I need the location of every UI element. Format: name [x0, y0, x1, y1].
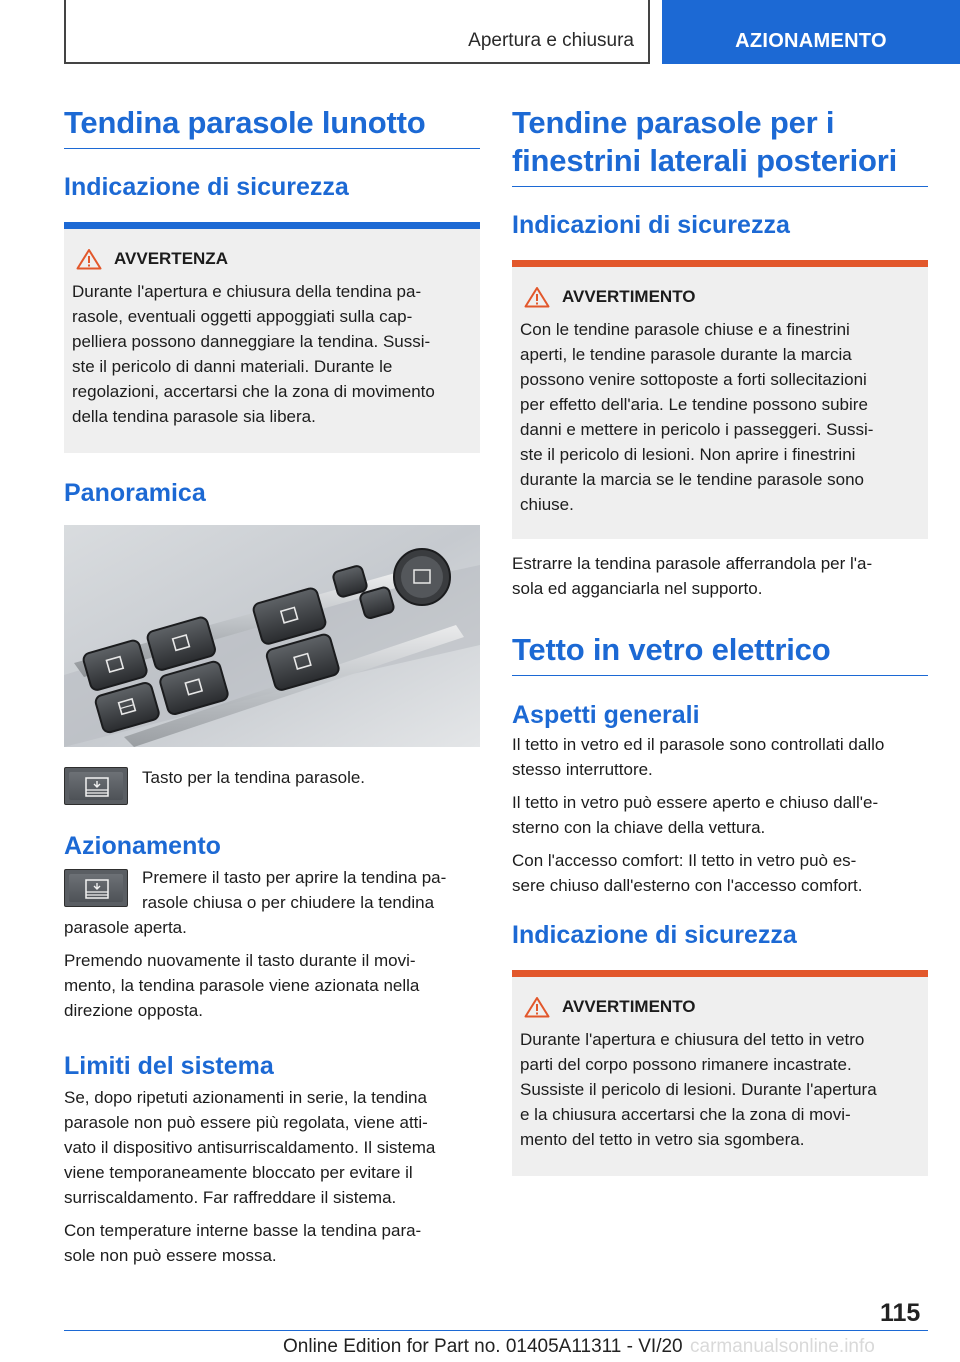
warning-line: ste il pericolo di lesioni. Non aprire i finestrini [520, 445, 856, 464]
warning-title [520, 995, 920, 1019]
right-column [512, 104, 928, 1176]
paragraph-line: mento, la tendina parasole viene azionata nella [64, 976, 420, 995]
paragraph-line: sere chiuso dall'esterno con l'accesso comfort. [512, 876, 863, 895]
safety-heading: Indicazione di sicurezza [64, 173, 349, 201]
button-caption: Tasto per la tendina parasole. [142, 768, 366, 787]
operation-line: Premere il tasto per aprire la tendina pa- [142, 868, 447, 887]
left-column [64, 104, 480, 1268]
paragraph-line: stesso interruttore. [512, 760, 653, 779]
limits-paragraph-1 [64, 1085, 480, 1210]
operation-heading: Azionamento [64, 832, 221, 860]
section-heading-rear-sunblind: Tendina parasole lunotto [64, 104, 480, 149]
paragraph-line: direzione opposta. [64, 1001, 203, 1020]
warning-line: Durante l'apertura e chiusura del tetto in vetro [520, 1030, 865, 1049]
warning-line: danni e mettere in pericolo i passeggeri. Sussi- [520, 420, 874, 439]
operation-block [64, 865, 480, 940]
button-legend [64, 767, 480, 805]
overview-heading: Panoramica [64, 479, 206, 507]
warning-triangle-icon [524, 286, 550, 308]
paragraph-line: Estrarre la tendina parasole afferrandola per l'a- [512, 554, 873, 573]
warning-box [512, 260, 928, 539]
operation-paragraph-2 [64, 948, 480, 1023]
extract-paragraph [512, 551, 928, 601]
warning-text [520, 1027, 920, 1152]
warning-title [72, 247, 472, 271]
general-paragraph-2 [512, 790, 928, 840]
chapter-tab: AZIONAMENTO [662, 0, 960, 64]
general-paragraph-1 [512, 732, 928, 782]
warning-label: AVVERTENZA [114, 249, 228, 268]
warning-label: AVVERTIMENTO [562, 997, 696, 1016]
general-paragraph-3 [512, 848, 928, 898]
safety-heading: Indicazione di sicurezza [512, 921, 797, 949]
paragraph-line: vato il dispositivo antisurriscaldamento. Il sistema [64, 1138, 436, 1157]
paragraph-line: Il tetto in vetro può essere aperto e chiuso dall'e- [512, 793, 879, 812]
paragraph-line: sole non può essere mossa. [64, 1246, 277, 1265]
warning-line: aperti, le tendine parasole durante la marcia [520, 345, 852, 364]
heading-line: Tendine parasole per i [512, 105, 835, 140]
warning-line: della tendina parasole sia libera. [72, 407, 316, 426]
warning-line: Durante l'apertura e chiusura della tendina pa- [72, 282, 422, 301]
section-heading-glass-roof: Tetto in vetro elettrico [512, 631, 928, 676]
paragraph-line: surriscaldamento. Far raffreddare il sistema. [64, 1188, 397, 1207]
door-switch-panel-photo [64, 525, 480, 747]
warning-box [512, 970, 928, 1176]
safety-heading: Indicazioni di sicurezza [512, 211, 790, 239]
sunblind-button-icon [64, 869, 128, 907]
warning-line: per effetto dell'aria. Le tendine possono subire [520, 395, 868, 414]
general-heading: Aspetti generali [512, 701, 700, 729]
paragraph-line: parasole non può essere più regolata, viene atti- [64, 1113, 428, 1132]
limits-heading: Limiti del sistema [64, 1052, 274, 1080]
operation-line: parasole aperta. [64, 918, 187, 937]
paragraph-line: Premendo nuovamente il tasto durante il movi- [64, 951, 416, 970]
footer-divider [64, 1330, 928, 1331]
sunblind-button-icon [64, 767, 128, 805]
header-section-box [64, 0, 650, 64]
warning-line: chiuse. [520, 495, 574, 514]
warning-line: pelliera possono danneggiare la tendina. Sussi- [72, 332, 431, 351]
warning-line: e la chiusura accertarsi che la zona di movi- [520, 1105, 851, 1124]
warning-triangle-icon [524, 996, 550, 1018]
operation-line: rasole chiusa o per chiudere la tendina [142, 893, 435, 912]
warning-line: parti del corpo possono rimanere incastrate. [520, 1055, 852, 1074]
watermark: carmanualsonline.info [690, 1336, 875, 1357]
heading-line: finestrini laterali posteriori [512, 143, 898, 178]
paragraph-line: Con l'accesso comfort: Il tetto in vetro può es- [512, 851, 857, 870]
paragraph-line: sola ed agganciarla nel supporto. [512, 579, 763, 598]
warning-line: rasole, eventuali oggetti appoggiati sulla cap- [72, 307, 413, 326]
section-heading-side-sunblinds [512, 104, 928, 187]
warning-triangle-icon [76, 248, 102, 270]
paragraph-line: Il tetto in vetro ed il parasole sono controllati dallo [512, 735, 885, 754]
paragraph-line: sterno con la chiave della vettura. [512, 818, 766, 837]
warning-box [64, 222, 480, 453]
warning-line: Con le tendine parasole chiuse e a finestrini [520, 320, 850, 339]
edition-note: Online Edition for Part no. 01405A11311 - VI/20 [283, 1336, 683, 1357]
paragraph-line: viene temporaneamente bloccato per evitare il [64, 1163, 413, 1182]
warning-text [520, 317, 920, 517]
paragraph-line: Se, dopo ripetuti azionamenti in serie, la tendina [64, 1088, 427, 1107]
warning-label: AVVERTIMENTO [562, 287, 696, 306]
warning-line: regolazioni, accertarsi che la zona di movimento [72, 382, 435, 401]
limits-paragraph-2 [64, 1218, 480, 1268]
warning-line: ste il pericolo di danni materiali. Durante le [72, 357, 393, 376]
warning-line: mento del tetto in vetro sia sgombera. [520, 1130, 805, 1149]
warning-title [520, 285, 920, 309]
page-number: 115 [880, 1299, 921, 1327]
section-title: Apertura e chiusura [468, 30, 634, 51]
warning-text [72, 279, 472, 429]
warning-line: durante la marcia se le tendine parasole sono [520, 470, 864, 489]
warning-line: Sussiste il pericolo di lesioni. Durante l'apertura [520, 1080, 877, 1099]
paragraph-line: Con temperature interne basse la tendina para- [64, 1221, 422, 1240]
warning-line: possono venire sottoposte a forti sollecitazioni [520, 370, 867, 389]
